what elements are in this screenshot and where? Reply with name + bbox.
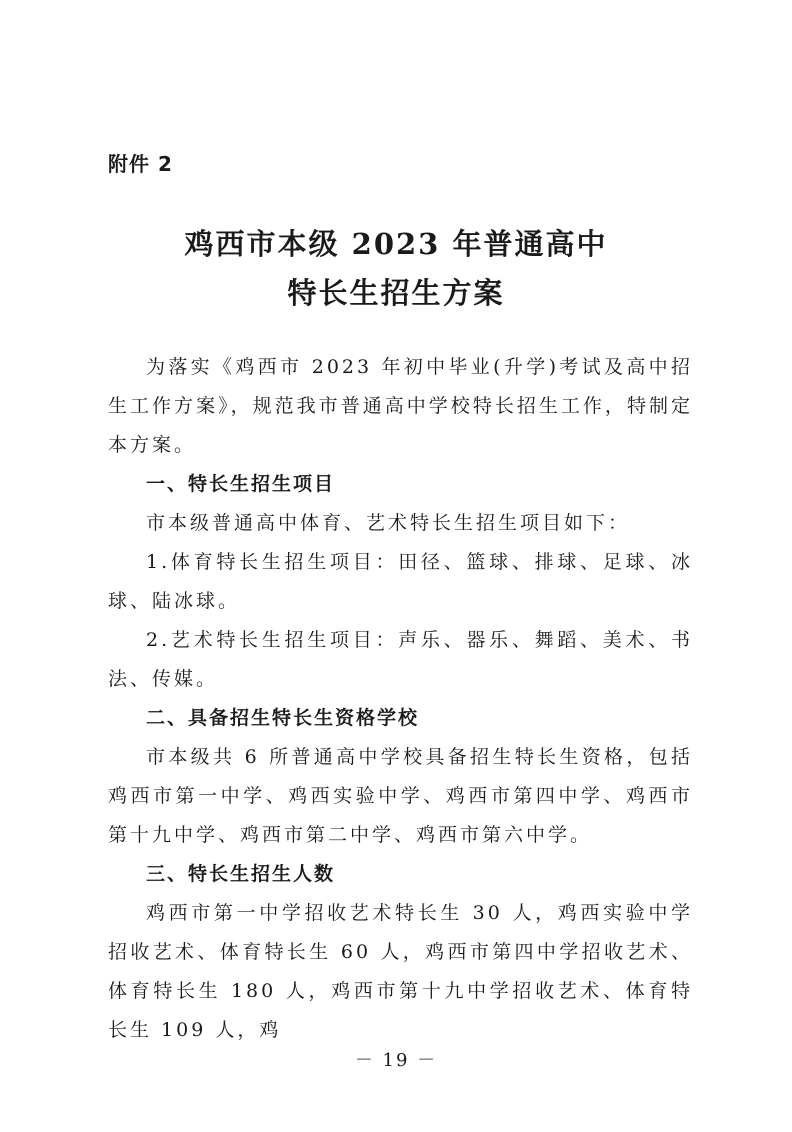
section-1-heading: 一、特长生招生项目 [146,473,336,495]
document-body [108,348,693,1050]
section-1-item-arts: 2.艺术特长生招生项目：声乐、器乐、舞蹈、美术、书法、传媒。 [108,629,693,690]
section-1-item-sports: 1.体育特长生招生项目：田径、篮球、排球、足球、冰球、陆冰球。 [108,551,693,612]
attachment-label: 附件 2 [108,152,173,176]
section-2-heading: 二、具备招生特长生资格学校 [146,707,420,729]
intro-paragraph: 为落实《鸡西市 2023 年初中毕业(升学)考试及高中招生工作方案》，规范我市普通高中学校特长招生工作，特制定本方案。 [108,356,693,456]
document-title-line-1: 鸡西市本级 2023 年普通高中 [184,227,608,261]
page-number: － 19 － [354,1050,438,1071]
section-3-body: 鸡西市第一中学招收艺术特长生 30 人，鸡西实验中学招收艺术、体育特长生 60 人，鸡西市第四中学招收艺术、体育特长生 180 人，鸡西市第十九中学招收艺术、体育特长生 109 人，鸡 [108,902,693,1041]
section-1-lead: 市本级普通高中体育、艺术特长生招生项目如下： [146,512,631,534]
section-2-body: 市本级共 6 所普通高中学校具备招生特长生资格，包括鸡西市第一中学、鸡西实验中学、鸡西市第四中学、鸡西市第十九中学、鸡西市第二中学、鸡西市第六中学。 [108,746,693,846]
section-3-heading: 三、特长生招生人数 [146,863,336,885]
document-title-line-2: 特长生招生方案 [287,276,505,310]
